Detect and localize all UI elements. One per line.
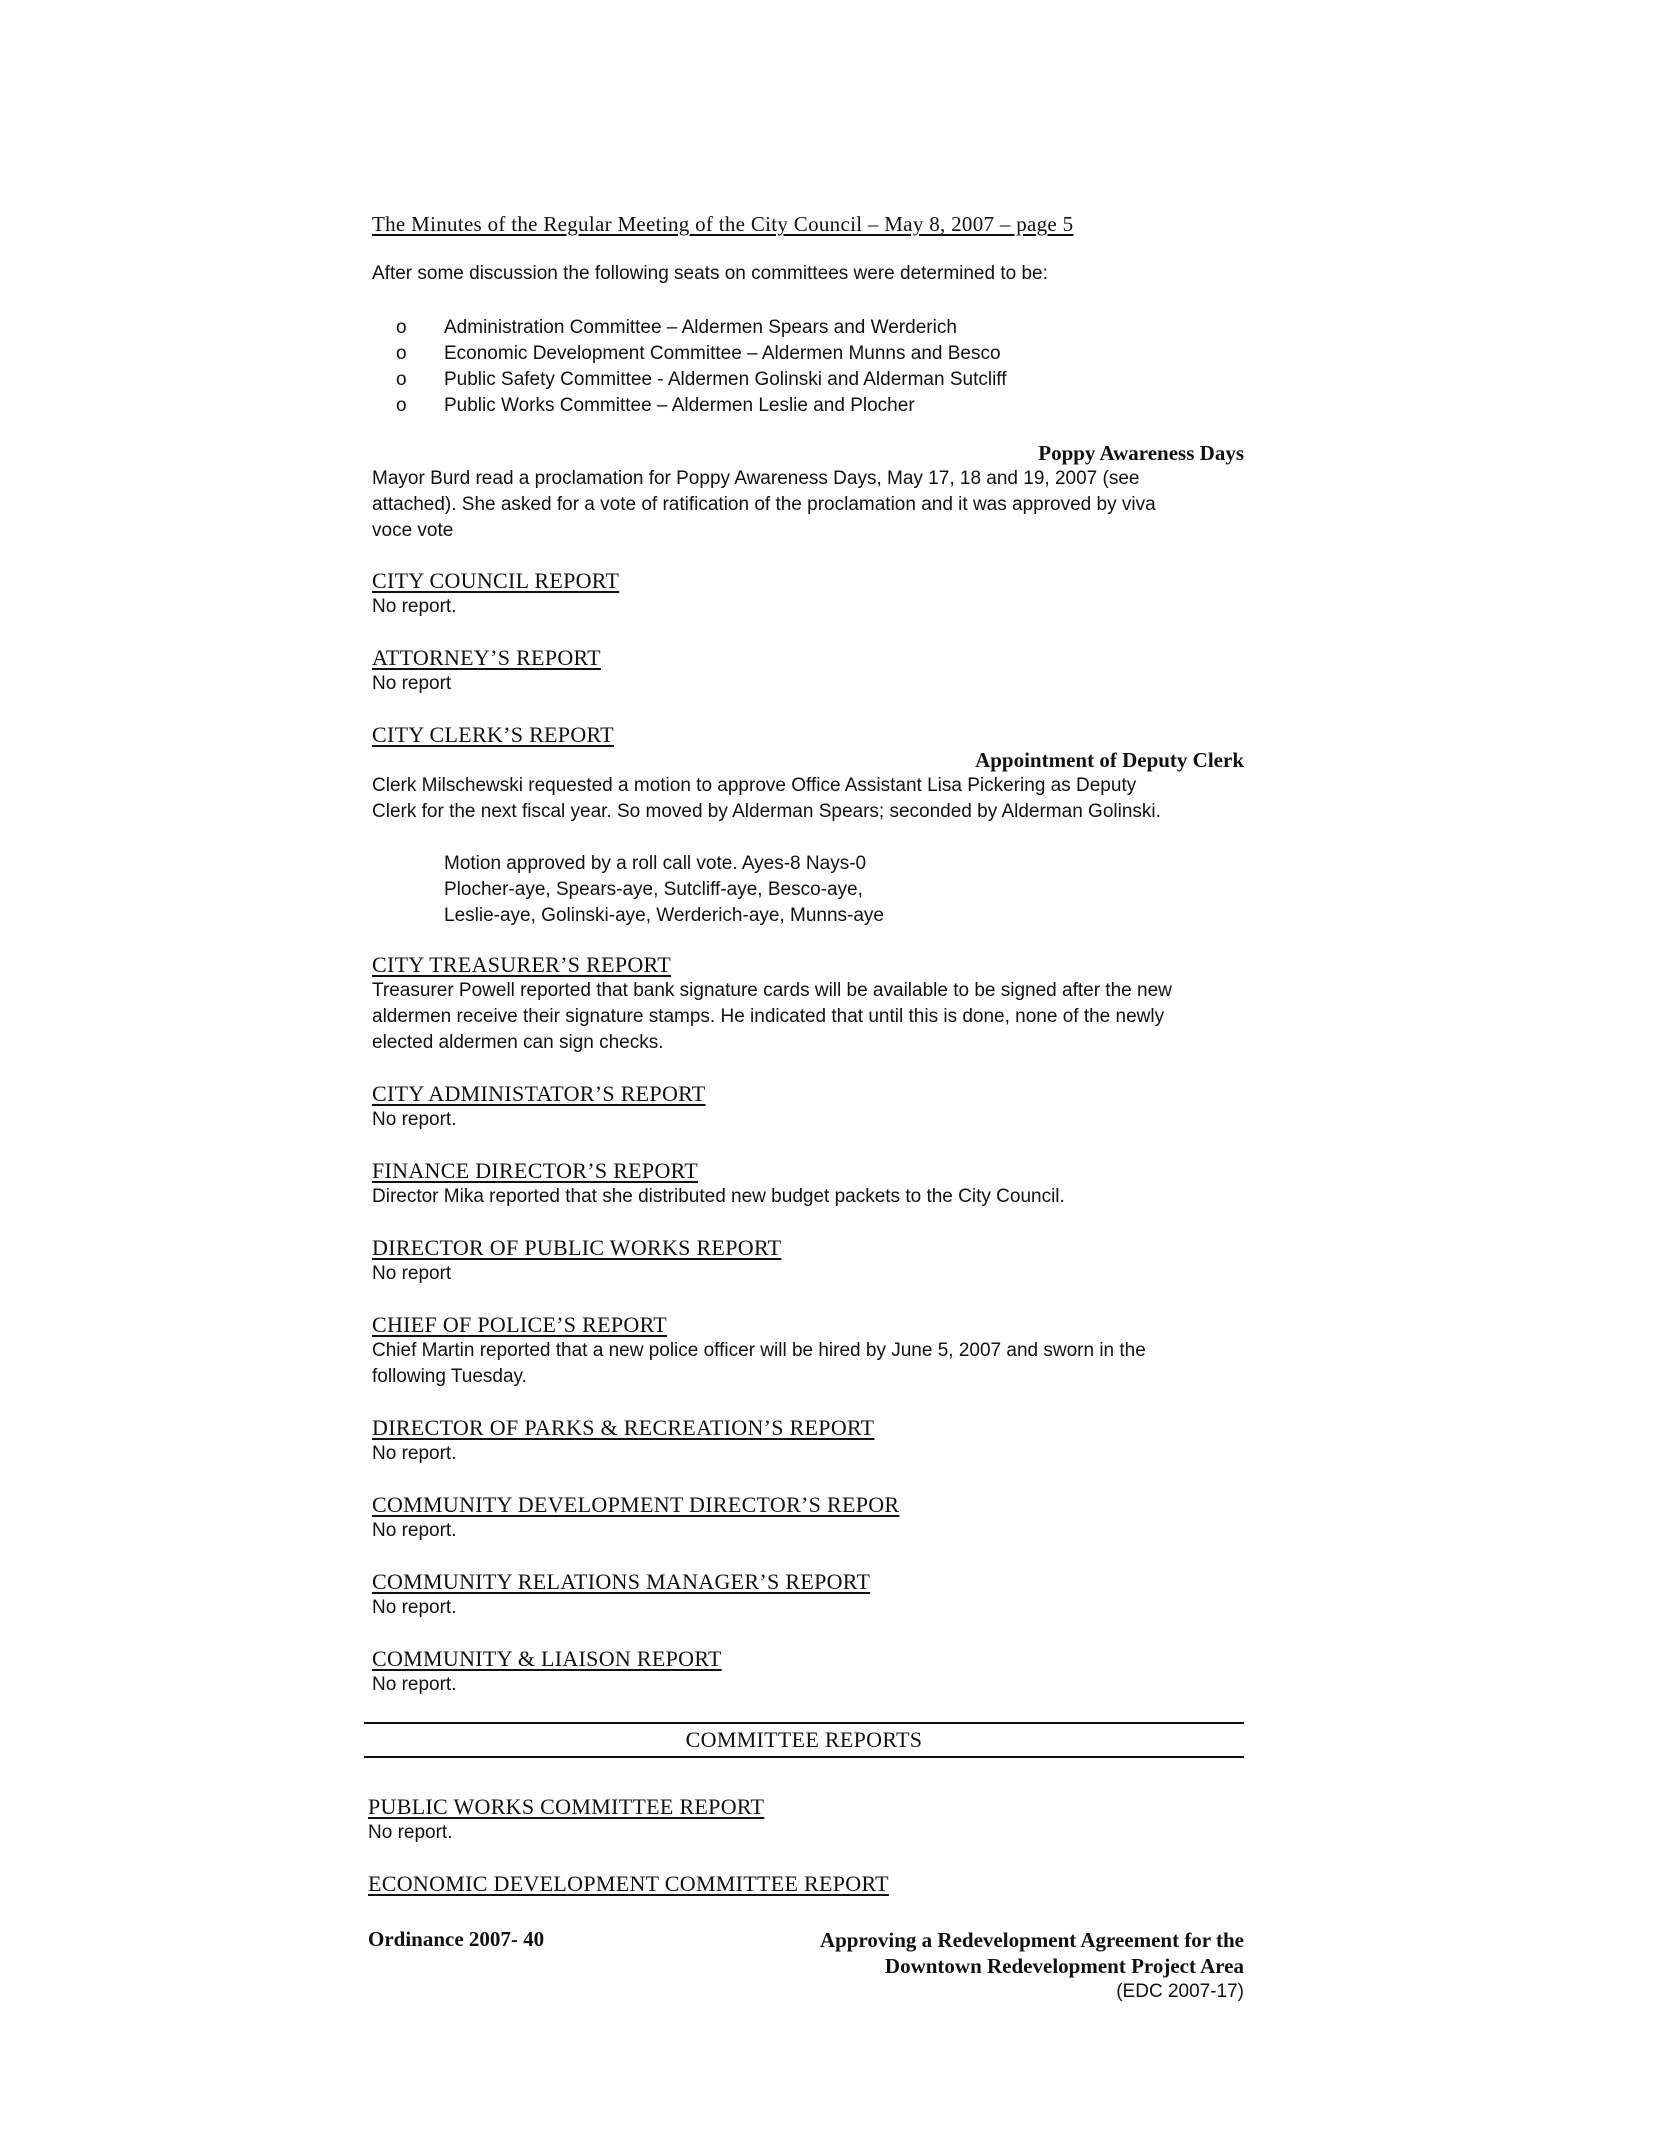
public-works-committee-report-heading: PUBLIC WORKS COMMITTEE REPORT <box>368 1794 765 1819</box>
bullet-icon: o <box>396 317 407 338</box>
poppy-awareness-heading: Poppy Awareness Days <box>1038 441 1244 465</box>
city-treasurer-report-heading: CITY TREASURER’S REPORT <box>372 952 671 977</box>
city-administrator-report-text: No report. <box>372 1109 457 1130</box>
public-works-director-report-heading: DIRECTOR OF PUBLIC WORKS REPORT <box>372 1235 782 1260</box>
paragraph-line: elected aldermen can sign checks. <box>372 1032 664 1053</box>
paragraph-line: attached). She asked for a vote of ratification of the proclamation and it was approved by viva <box>372 494 1156 515</box>
paragraph-line: Motion approved by a roll call vote. Ayes-8 Nays-0 <box>444 853 867 874</box>
paragraph-line: aldermen receive their signature stamps. He indicated that until this is done, none of the newly <box>372 1006 1165 1027</box>
finance-director-report-text: Director Mika reported that she distributed new budget packets to the City Council. <box>372 1186 1065 1207</box>
ordinance-title-line: Approving a Redevelopment Agreement for the <box>819 1928 1244 1952</box>
banner-bottom-rule <box>364 1756 1244 1758</box>
community-development-report-heading: COMMUNITY DEVELOPMENT DIRECTOR’S REPOR <box>372 1492 900 1517</box>
committee-seat-text: Public Safety Committee - Aldermen Golinski and Alderman Sutcliff <box>444 369 1007 390</box>
paragraph-line: Leslie-aye, Golinski-aye, Werderich-aye, Munns-aye <box>444 905 884 926</box>
city-clerk-paragraph <box>372 773 1161 825</box>
ordinance-title-line: Downtown Redevelopment Project Area <box>884 1954 1244 1978</box>
committee-seat-text: Economic Development Committee – Aldermen Munns and Besco <box>444 343 1001 364</box>
page-header-title: The Minutes of the Regular Meeting of the City Council – May 8, 2007 – page 5 <box>372 212 1074 236</box>
paragraph-line: Chief Martin reported that a new police officer will be hired by June 5, 2007 and sworn in the <box>372 1340 1146 1361</box>
paragraph-line: voce vote <box>372 520 454 541</box>
community-relations-report-text: No report. <box>372 1597 457 1618</box>
community-relations-report-heading: COMMUNITY RELATIONS MANAGER’S REPORT <box>372 1569 871 1594</box>
paragraph-line: Clerk for the next fiscal year. So moved by Alderman Spears; seconded by Alderman Golinski. <box>372 801 1161 822</box>
bullet-icon: o <box>396 395 407 416</box>
city-council-report-heading: CITY COUNCIL REPORT <box>372 568 620 593</box>
bullet-icon: o <box>396 369 407 390</box>
list-item <box>372 393 1007 419</box>
public-works-committee-report-text: No report. <box>368 1822 453 1843</box>
city-administrator-report-heading: CITY ADMINISTATOR’S REPORT <box>372 1081 706 1106</box>
attorney-report-heading: ATTORNEY’S REPORT <box>372 645 601 670</box>
committee-seats-list <box>372 315 1007 419</box>
paragraph-line: Treasurer Powell reported that bank signature cards will be available to be signed after the new <box>372 980 1172 1001</box>
committee-seat-text: Administration Committee – Aldermen Spears and Werderich <box>444 317 957 338</box>
bullet-icon: o <box>396 343 407 364</box>
ordinance-code: (EDC 2007-17) <box>1116 1981 1244 2002</box>
city-treasurer-paragraph <box>372 978 1172 1056</box>
city-clerk-report-heading: CITY CLERK’S REPORT <box>372 722 614 747</box>
committee-intro-text: After some discussion the following seats on committees were determined to be: <box>372 263 1048 284</box>
paragraph-line: Plocher-aye, Spears-aye, Sutcliff-aye, Besco-aye, <box>444 879 863 900</box>
community-liaison-report-text: No report. <box>372 1674 457 1695</box>
public-works-director-report-text: No report <box>372 1263 452 1284</box>
paragraph-line: Clerk Milschewski requested a motion to approve Office Assistant Lisa Pickering as Deputy <box>372 775 1137 796</box>
paragraph-line: Mayor Burd read a proclamation for Poppy Awareness Days, May 17, 18 and 19, 2007 (see <box>372 468 1140 489</box>
chief-of-police-report-heading: CHIEF OF POLICE’S REPORT <box>372 1312 667 1337</box>
deputy-clerk-subheading: Appointment of Deputy Clerk <box>975 748 1244 772</box>
list-item <box>372 341 1007 367</box>
ordinance-title <box>820 1927 1244 2005</box>
community-liaison-report-heading: COMMUNITY & LIAISON REPORT <box>372 1646 722 1671</box>
roll-call-vote-block <box>444 851 884 929</box>
committee-reports-banner: COMMITTEE REPORTS <box>685 1727 923 1752</box>
list-item <box>372 367 1007 393</box>
chief-of-police-paragraph <box>372 1338 1146 1390</box>
attorney-report-text: No report <box>372 673 452 694</box>
banner-top-rule <box>364 1722 1244 1724</box>
community-development-report-text: No report. <box>372 1520 457 1541</box>
parks-recreation-report-text: No report. <box>372 1443 457 1464</box>
city-council-report-text: No report. <box>372 596 457 617</box>
finance-director-report-heading: FINANCE DIRECTOR’S REPORT <box>372 1158 699 1183</box>
committee-seat-text: Public Works Committee – Aldermen Leslie and Plocher <box>444 395 915 416</box>
economic-development-committee-report-heading: ECONOMIC DEVELOPMENT COMMITTEE REPORT <box>368 1871 889 1896</box>
poppy-paragraph <box>372 466 1156 544</box>
parks-recreation-report-heading: DIRECTOR OF PARKS & RECREATION’S REPORT <box>372 1415 875 1440</box>
list-item <box>372 315 1007 341</box>
ordinance-number: Ordinance 2007- 40 <box>368 1927 545 1951</box>
paragraph-line: following Tuesday. <box>372 1366 527 1387</box>
